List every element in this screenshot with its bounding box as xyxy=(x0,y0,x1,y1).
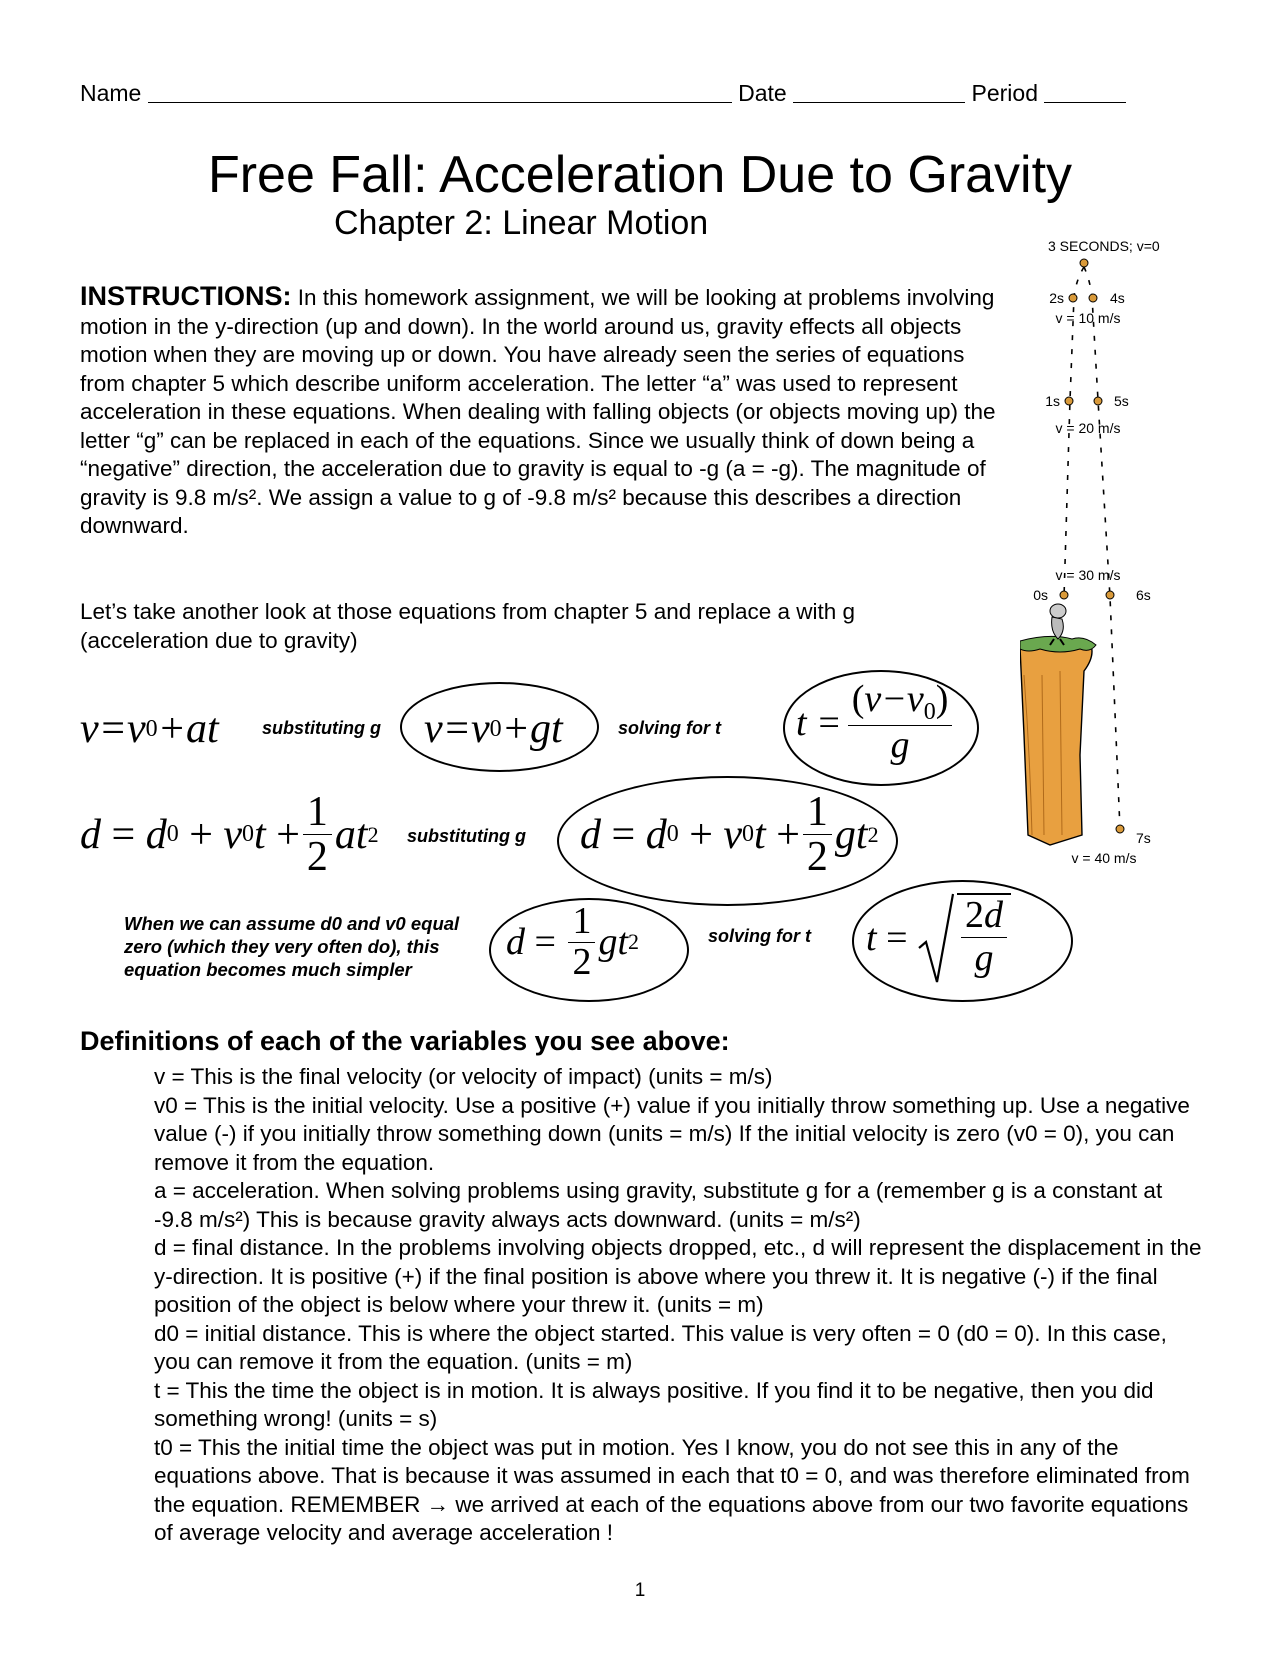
equation-t-sqrt-2d-over-g: t = 2d g xyxy=(866,890,1011,986)
equation-d-gt2: d = d 0 + v 0 t + $\frac{1}{2}$ gt 2 xyxy=(580,789,879,881)
definitions-heading: Definitions of each of the variables you see above: xyxy=(80,1026,730,1056)
radical-sign xyxy=(917,890,957,986)
label-substituting-g-1: substituting g xyxy=(262,718,381,738)
def-t: t = This the time the object is in motion. It is always positive. If you find it to be negative, then you did something wrong! (units = s) xyxy=(154,1377,1154,1431)
fig-label-v40: v = 40 m/s xyxy=(1071,850,1137,866)
cliff-icon xyxy=(1020,643,1092,845)
def-t0: t0 = This the initial time the object was put in motion. Yes I know, you do not see this in any of the equations above. That is because it was assumed in each that t0 = 0, and was therefore eliminated from the equation. REMEMBER → we arrived at each of the equations above from our two favorite equations of average velocity and average acceleration ! xyxy=(154,1434,1190,1545)
fig-label-6s: 6s xyxy=(1136,587,1151,603)
downward-path xyxy=(1084,267,1120,829)
equation-v-gt: v=v 0 +gt xyxy=(424,706,563,752)
ball-5s xyxy=(1094,397,1102,405)
fig-label-0s: 0s xyxy=(1033,587,1048,603)
equation-v-at: v=v 0 +at xyxy=(80,706,219,752)
fig-label-v20: v = 20 m/s xyxy=(1055,420,1121,436)
ball-2s xyxy=(1069,294,1077,302)
def-d: d = final distance. In the problems involving objects dropped, etc., d will represent the displacement in the y-direction. It is positive (+) if the final position is above where you threw it. It is negative (-) if the final position of the object is below where your threw it. (units = m) xyxy=(154,1235,1202,1317)
name-field[interactable] xyxy=(148,82,732,103)
name-label: Name xyxy=(80,80,142,106)
fig-label-3s: 3 SECONDS; v=0 xyxy=(1048,238,1160,254)
fig-label-1s: 1s xyxy=(1045,393,1060,409)
instructions-label: INSTRUCTIONS: xyxy=(80,281,292,311)
definitions-list xyxy=(154,1063,1204,1548)
fig-label-5s: 5s xyxy=(1114,393,1129,409)
ball-7s xyxy=(1116,825,1124,833)
fig-label-2s: 2s xyxy=(1049,290,1064,306)
label-solving-for-t-2: solving for t xyxy=(708,926,811,946)
ball-1s xyxy=(1065,397,1073,405)
date-label: Date xyxy=(738,80,787,106)
page-title: Free Fall: Acceleration Due to Gravity xyxy=(207,146,1073,204)
period-label: Period xyxy=(971,80,1038,106)
def-v0: v0 = This is the initial velocity. Use a positive (+) value if you initially throw something up. Use a negative value (-) if you initially throw something down (units = m/s) If the initial velocity is zero (v0 = 0), you can remove it from the equation. xyxy=(154,1092,1190,1175)
simplification-note: When we can assume d0 and v0 equal zero (which they very often do), this equation becomes much simpler xyxy=(124,913,460,980)
instructions-paragraph xyxy=(80,282,1000,541)
def-a: a = acceleration. When solving problems using gravity, substitute g for a (remember g is a constant at -9.8 m/s²) This is because gravity always acts downward. (units = m/s²) xyxy=(154,1178,1163,1232)
student-info-header xyxy=(80,80,1190,107)
period-field[interactable] xyxy=(1044,82,1126,103)
ball-6s xyxy=(1106,591,1114,599)
instructions-text: In this homework assignment, we will be looking at problems involving motion in the y-direction (up and down). In the world around us, gravity effects all objects motion when they are moving up or down. You have already seen the series of equations from chapter 5 which describe uniform acceleration. The letter “a” was used to represent acceleration in these equations. When dealing with falling objects (or objects moving up) the letter “g” can be replaced in each of the equations. Since we usually think of down being a “negative” direction, the acceleration due to gravity is equal to -g (a = -g). The magnitude of gravity is 9.8 m/s². We assign a value to g of -9.8 m/s² because this describes a direction downward. xyxy=(80,285,996,538)
fig-label-v30: v = 30 m/s xyxy=(1055,567,1121,583)
fig-label-7s: 7s xyxy=(1136,830,1151,846)
page-subtitle: Chapter 2: Linear Motion xyxy=(334,204,709,242)
fig-label-v10: v = 10 m/s xyxy=(1055,310,1121,326)
label-solving-for-t-1: solving for t xyxy=(618,718,721,738)
intro-paragraph: Let’s take another look at those equations from chapter 5 and replace a with g (acceleration due to gravity) xyxy=(80,599,856,653)
ball-3s xyxy=(1080,259,1088,267)
equation-t-v-v0-over-g: t = $\frac{(v-v_0)}{g}$ xyxy=(796,680,955,766)
fig-label-4s: 4s xyxy=(1110,290,1125,306)
equation-d-half-gt2: d = $\frac{1}{2}$ gt 2 xyxy=(506,900,639,983)
label-substituting-g-2: substituting g xyxy=(407,826,526,846)
date-field[interactable] xyxy=(793,82,965,103)
free-fall-diagram xyxy=(1020,235,1200,875)
def-d0: d0 = initial distance. This is where the object started. This value is very often = 0 (d0 = 0). In this case, you can remove it from the equation. (units = m) xyxy=(154,1320,1167,1374)
ball-0s xyxy=(1060,591,1068,599)
def-v: v = This is the final velocity (or velocity of impact) (units = m/s) xyxy=(154,1064,773,1089)
equation-d-at2: d = d 0 + v 0 t + $\frac{1}{2}$ at 2 xyxy=(80,789,379,881)
ball-4s xyxy=(1089,294,1097,302)
page-number: 1 xyxy=(634,1580,646,1601)
